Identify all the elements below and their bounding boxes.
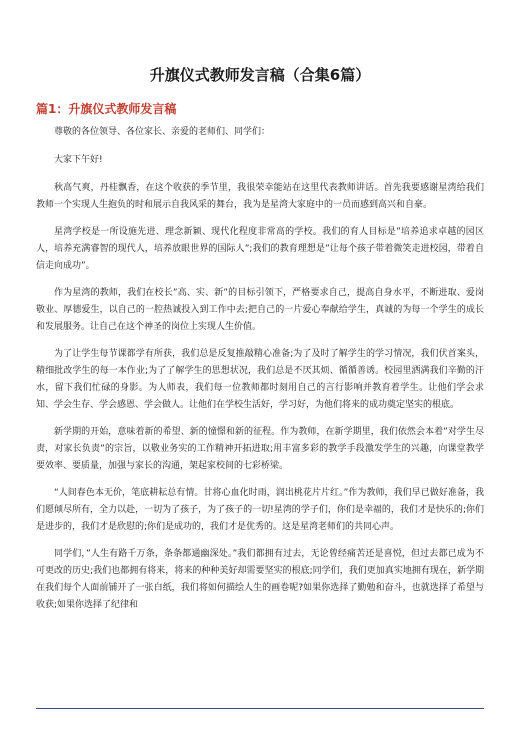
body-paragraph: 星湾学校是一所设施先进、理念新颖、现代化程度非常高的学校。我们的育人目标是”培养追求卓越的园区人，培养充满睿智的现代人，培养放眼世界的国际人”;我们的教育理想是”让每个孩子带着微笑走进校园，带着自信走向成功”。 [36,227,484,271]
body-paragraph: 新学期的开始，意味着新的希望、新的憧憬和新的征程。作为教师，在新学期里，我们依然会本着”对学生尽责，对家长负责”的宗旨，以敬业务实的工作精神开拓进取;用丰富多彩的教学手段激发学生的兴趣，向课堂教学要效率、要质量，加强与家长的沟通，架起家校间的七彩桥梁。 [36,427,484,471]
footer-divider [36,708,484,709]
section-heading: 篇1：升旗仪式教师发言稿 [36,102,177,116]
greeting-paragraph: 大家下午好! [54,155,103,165]
document-body [36,124,484,624]
body-paragraph: 秋高气爽，丹桂飘香，在这个收获的季节里，我很荣幸能站在这里代表教师讲话。首先我要感谢星湾给我们教师一个实现人生抱负的时和展示自我风采的舞台，我为是星湾大家庭中的一员而感到高兴和自豪。 [36,183,484,210]
body-paragraph: “人间春色本无价，笔底耕耘总有情。甘将心血化时雨，润出桃花片片红。”作为教师，我们早已做好准备，我们愿倾尽所有，全力以赴，一切为了孩子，为了孩子的一切!星湾的学子们，你们是幸福的，我们才是快乐的;你们是进步的，我们才是欣慰的;你们是成功的，我们才是优秀的。这是星湾老师们的共同心声。 [36,488,484,532]
body-paragraph: 作为星湾的教师，我们在校长”高、实、新”的目标引领下，严格要求自己，提高自身水平，不断进取、爱岗敬业、厚德爱生，以自己的一腔热诚投入到工作中去;把自己的一片爱心奉献给学生，真诚的为每一个学生的成长和发展服务。让自己在这个神圣的岗位上实现人生价值。 [36,288,484,332]
body-paragraph: 为了让学生每节课都学有所获，我们总是反复推敲精心准备;为了及时了解学生的学习情况，我们伏首案头，精细批改学生的每一本作业;为了了解学生的思想状况，我们总是不厌其烦、循循善诱。校园里洒满我们辛勤的汗水，留下我们忙碌的身影。为人师表，我们每一位教师都时刻用自己的言行影响并教育着学生。让他们学会求知、学会生存、学会感恩、学会做人。让他们在学校生活好，学习好，为他们将来的成功奠定坚实的根底。 [36,349,484,410]
body-paragraph: 同学们，”人生有路千万条，条条都通幽深处。”我们都拥有过去，无论曾经痛苦还是喜悦，但过去都已成为不可更改的历史;我们也都拥有将来，将来的种种美好却需要坚实的根底;同学们，我们更加真实地拥有现在，新学期在我们每个人面前铺开了一张白纸，我们将如何描绘人生的画卷呢?如果你选择了勤勉和奋斗，也就选择了希望与收获;如果你选择了纪律和 [36,549,484,610]
document-title: 升旗仪式教师发言稿（合集6篇） [149,66,371,84]
salutation-paragraph: 尊敬的各位领导、各位家长、亲爱的老师们、同学们： [54,127,271,137]
